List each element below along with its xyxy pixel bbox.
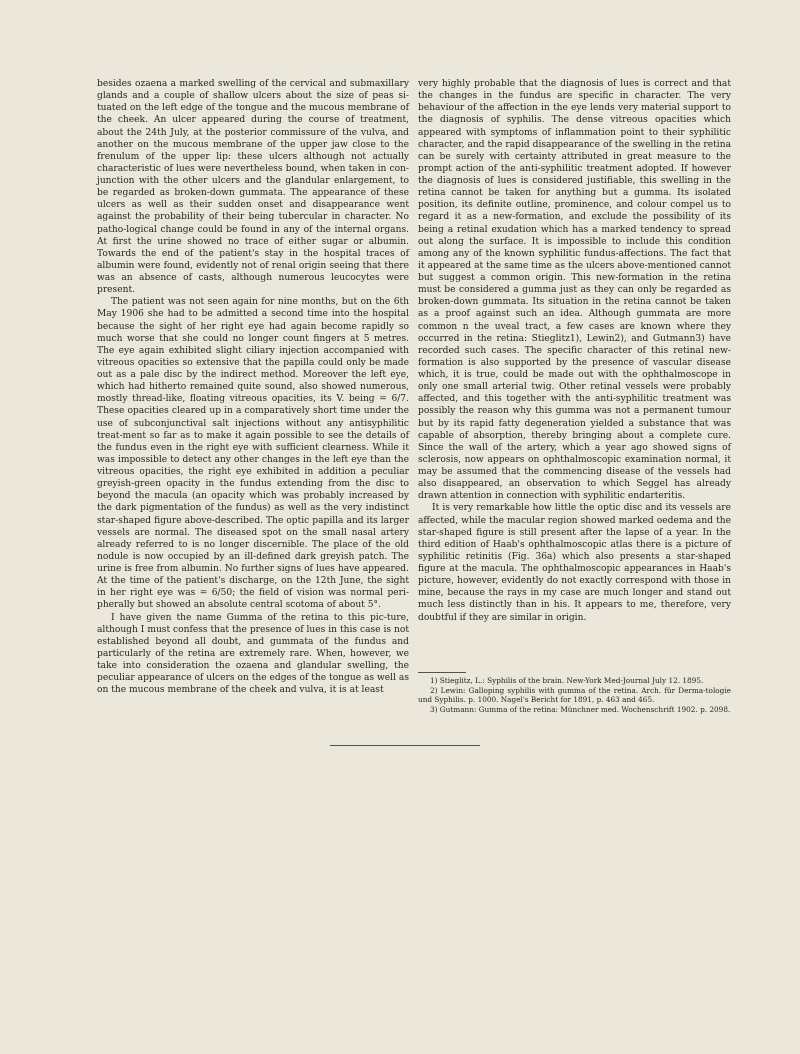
paragraph: I have given the name Gumma of the retina to this pic-ture, although I must confess that the presence of lues in this case is not established beyond all doubt, and gummata of the fundus and particularly of the retina are extremely rare. When, however, we take into consideration the ozaena and glandular swelling, the peculiar appearance of ulcers on the edges of the tongue as well as on the mucous membrane of the cheek and vulva, it is at least [97,612,409,696]
paragraph: The patient was not seen again for nine months, but on the 6th May 1906 she had to be admitted a second time into the hospital because the sight of her right eye had again become rapidly so much worse that she could no longer count fingers at 5 metres. The eye again exhibited slight ciliary injection accompanied with vitreous opacities so extensive that the papilla could only be made out as a pale disc by the indirect method. Moreover the left eye, which had hitherto remained quite sound, also showed numerous, mostly thread-like, floating vitreous opacities, its V. being = 6/7. These opacities cleared up in a comparatively short time under the use of subconjunctival salt injections without any antisyphilitic treat-ment so far as to make it again possible to see the details of the fundus even in the right eye with sufficient clearness. While it was impossible to detect any other changes in the left eye than the vitreous opacities, the right eye exhibited in addition a peculiar greyish-green opacity in the fundus extending from the disc to beyond the macula (an opacity which was probably increased by the dark pigmentation of the fundus) as well as the very indistinct star-shaped figure above-described. The optic papilla and its larger vessels are normal. The diseased spot on the small nasal artery already referred to is no longer discernible. The place of the old nodule is now occupied by an ill-defined dark greyish patch. The urine is free from albumin. No further signs of lues have appeared. At the time of the patient's discharge, on the 12th June, the sight in her right eye was = 6/50; the field of vision was normal peri-pherally but showed an absolute central scotoma of about 5°. [97,297,409,611]
paragraph: besides ozaena a marked swelling of the cervical and submaxillary glands and a couple of shallow ulcers about the size of peas si-tuated on the left edge of the tongue and the mucous membrane of the cheek. An ulcer appeared during the course of treatment, about the 24th July, at the posterior commissure of the vulva, and another on the mucous membrane of the upper jaw close to the frenulum of the upper lip: these ulcers although not actually characteristic of lues were nevertheless bound, when taken in con-junction with the other ulcers and the glandular enlargement, to be regarded as broken-down gummata. The appearance of these ulcers as well as their sudden onset and disappearance went against the probability of their being tubercular in character. No patho-logical change could be found in any of the internal organs. At first the urine showed no trace of either sugar or albumin. Towards the end of the patient's stay in the hospital traces of albumin were found, evidently not of renal origin seeing that there was an absence of casts, although numerous leucocytes were present. [97,79,409,296]
footnotes [418,676,731,714]
paragraph: It is very remarkable how little the optic disc and its vessels are affected, while the macular region showed marked oedema and the star-shaped figure is still present after the lapse of a year. In the third edition of Haab's ophthalmoscopic atlas there is a picture of syphilitic retinitis (Fig. 36a) which also presents a star-shaped figure at the macula. The ophthalmoscopic appearances in Haab's picture, however, evidently do not exactly correspond with those in mine, because the rays in my case are much longer and stand out much less distinctly than in his. It appears to me, therefore, very doubtful if they are similar in origin. [418,503,731,623]
footnote-divider [418,672,466,673]
left-column [97,78,409,696]
end-divider [330,745,480,746]
paragraph: very highly probable that the diagnosis of lues is correct and that the changes in the fundus are specific in character. The very behaviour of the affection in the eye lends very material support to the diagnosis of syphilis. The dense vitreous opacities which appeared with symptoms of inflammation point to their syphilitic character, and the rapid disappearance of the swelling in the retina can be surely with certainty attributed in great measure to the prompt action of the anti-syphilitic treatment adopted. If however the diagnosis of lues is considered justifiable, this swelling in the retina cannot be taken for anything but a gumma. Its isolated position, its definite outline, prominence, and colour compel us to regard it as a new-formation, and exclude the possibility of its being a retinal exudation which has a marked tendency to spread out along the surface. It is impossible to include this condition among any of the known syphilitic fundus-affections. The fact that it appeared at the same time as the ulcers above-mentioned cannot but suggest a common origin. This new-formation in the retina must be considered a gumma just as they can only be regarded as broken-down gummata. Its situation in the retina cannot be taken as a proof against such an idea. Although gummata are more common n the uveal tract, a few cases are known where they occurred in the retina: Stieglitz1), Lewin2), and Gutmann3) have recorded such cases. The specific character of this retinal new-formation is also supported by the presence of vascular disease which, it is true, could be made out with the ophthalmoscope in only one small arterial twig. Other retinal vessels were probably affected, and this together with the anti-syphilitic treatment was possibly the reason why this gumma was not a permanent tumour but by its rapid fatty degeneration yielded a substance that was capable of absorption, thereby bringing about a complete cure. Since the wall of the artery, which a year ago showed signs of sclerosis, now appears on ophthalmoscopic examination normal, it may be assumed that the commencing disease of the vessels had also disappeared, an observation to which Seggel has already drawn attention in connection with syphilitic endarteritis. [418,79,731,502]
right-column [418,78,731,624]
footnote: 1) Stieglitz, L.: Syphilis of the brain. New-York Med-Journal July 12. 1895. [430,676,704,685]
footnote: 2) Lewin: Galloping syphilis with gumma of the retina. Arch. für Derma-tologie und Syphilis. p. 1000. Nagel's Bericht for 1891, p. 463 and 465. [418,685,731,705]
footnote: 3) Gutmann: Gumma of the retina: Münchner med. Wochenschrift 1902. p. 2098. [430,704,731,714]
